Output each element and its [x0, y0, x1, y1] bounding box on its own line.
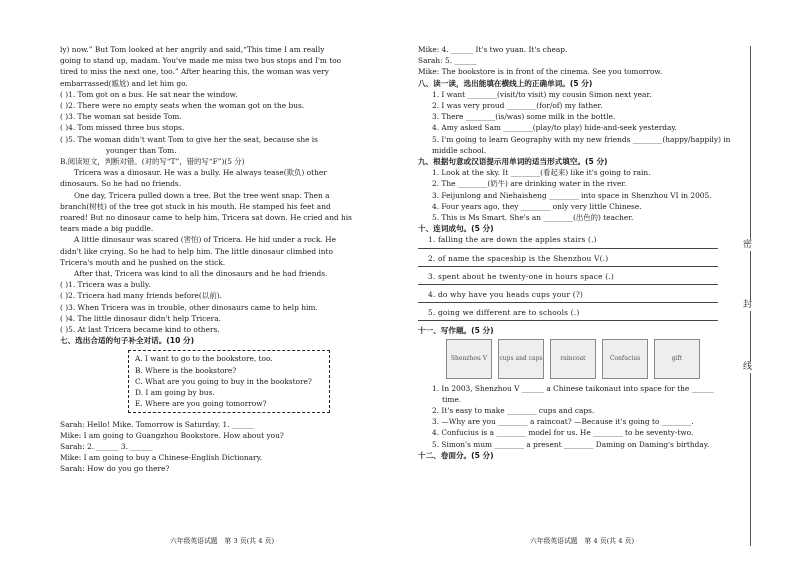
question: ( )2. There were no empty seats when the woman got on the bus.: [60, 101, 305, 111]
dialog-line: Sarah: Hello! Mike. Tomorrow is Saturday. 1. ______: [60, 419, 255, 429]
question: ( )2. Tricera had many friends before(以前).: [60, 291, 222, 301]
question: ( )3. When Tricera was in trouble, other dinosaurs came to help him.: [60, 302, 318, 312]
right-footer: 六年级英语试题 第 4 页(共 4 页): [530, 537, 635, 545]
question: 5. I'm going to learn Geography with my new friends ________(happy/happily) in: [432, 134, 731, 144]
passage-line: After that, Tricera was kind to all the dinosaurs and he had friends.: [74, 269, 328, 279]
seal-char: 线: [743, 362, 753, 372]
dialog-line: Mike: The bookstore is in front of the cinema. See you tomorrow.: [418, 67, 663, 77]
question: ( )4. Tom missed three bus stops.: [60, 123, 185, 133]
section-8-title: 八、读一读，选出能填在横线上的正确单词。(5 分): [418, 78, 593, 88]
question: 1. I want ________(visit/to visit) my cousin Simon next year.: [432, 89, 652, 99]
question: 4. Confucius is a ________ model for us. He ________ to be seventy-two.: [432, 428, 694, 438]
seal-line: [750, 46, 752, 546]
dialog-line: Sarah: 2. ______ 3. ______: [60, 441, 153, 451]
question: ( )5. The woman didn't want Tom to give her the seat, because she is: [60, 134, 318, 144]
passage-line: Tricera's mouth and he pushed on the stick.: [60, 257, 226, 267]
word-order-question: 1. falling the are down the apples stairs (.): [428, 235, 597, 245]
answer-line[interactable]: [418, 266, 718, 267]
option: B. Where is the bookstore?: [135, 365, 237, 375]
word-order-question: 2. of name the spaceship is the Shenzhou V(.): [428, 253, 609, 263]
answer-line[interactable]: [418, 320, 718, 321]
option: C. What are you going to buy in the bookstore?: [135, 376, 312, 386]
section-b-title: B.阅读短文，判断对错。(对的写“T”，错的写“F”)(5 分): [60, 157, 245, 167]
right-page: [418, 44, 738, 461]
question: 2. It's easy to make ________ cups and caps.: [432, 406, 595, 416]
word-order-question: 3. spent about he twenty-one in hours space (.): [428, 271, 614, 281]
text-line: embarrassed(尴尬) and let him go.: [60, 78, 188, 88]
question: 1. Look at the sky. It ________(看起来) like it's going to rain.: [432, 168, 651, 178]
seal-char: 封: [743, 300, 753, 310]
option: E. Where are you going tomorrow?: [135, 399, 267, 409]
answer-line[interactable]: [418, 302, 718, 303]
passage-line: A little dinosaur was scared (害怕) of Tricera. He hid under a rock. He: [74, 235, 336, 245]
section-7-title: 七、选出合适的句子补全对话。(10 分): [60, 336, 195, 346]
picture-shenzhou: Shenzhou V: [446, 339, 492, 379]
picture-cups: cups and caps: [498, 339, 544, 379]
question: ( )4. The little dinosaur didn't help Tricera.: [60, 313, 221, 323]
option: A. I want to go to the bookstore, too.: [135, 354, 273, 364]
seal-char: 密: [743, 240, 753, 250]
passage-line: didn't like crying. So he had to help him. The little dinosaur climbed into: [60, 246, 333, 256]
picture-confucius: Confucius: [602, 339, 648, 379]
question: 5. Simon's mum ________ a present ________ Daming on Daming's birthday.: [432, 439, 710, 449]
question: 1. In 2003, Shenzhou V ______ a Chinese taikonaut into space for the ______: [432, 383, 714, 393]
picture-raincoat: raincoat: [550, 339, 596, 379]
option: D. I am going by bus.: [135, 388, 215, 398]
picture-gift: gift: [654, 339, 700, 379]
question: 2. The ________(奶牛) are drinking water in the river.: [432, 179, 627, 189]
passage-line: One day, Tricera pulled down a tree. But the tree went snap. Then a: [74, 190, 330, 200]
question: ( )1. Tricera was a bully.: [60, 280, 151, 290]
dialog-line: Sarah: 5. ______: [418, 56, 477, 66]
question: 4. Four years ago, they ________ only very little Chinese.: [432, 201, 642, 211]
question: 2. I was very proud ________(for/of) my father.: [432, 101, 603, 111]
question-cont: younger than Tom.: [106, 145, 177, 155]
picture-strip: [446, 339, 738, 379]
passage-line: branch(树枝) of the tree got stuck in his mouth. He stamped his feet and: [60, 201, 331, 211]
answer-line[interactable]: [418, 248, 718, 249]
dialog-line: Mike: I am going to Guangzhou Bookstore. How about you?: [60, 430, 284, 440]
section-10-title: 十、连词成句。(5 分): [418, 224, 494, 234]
question: 3. —Why are you ________ a raincoat? —Because it's going to ________.: [432, 417, 694, 427]
word-order-question: 5. going we different are to schools (.): [428, 308, 580, 318]
question-cont: time.: [442, 394, 462, 404]
word-order-question: 4. do why have you heads cups your (?): [428, 290, 584, 300]
question: 5. This is Ms Smart. She's an ________(出色的) teacher.: [432, 213, 634, 223]
section-9-title: 九、根据句意或汉语提示用单词的适当形式填空。(5 分): [418, 157, 608, 167]
question: 3. Feijunlong and Niehaisheng ________ into space in Shenzhou VI in 2005.: [432, 190, 712, 200]
passage-line: dinosaurs. So he had no friends.: [60, 179, 182, 189]
dialog-line: Mike: I am going to buy a Chinese-English Dictionary.: [60, 453, 263, 463]
section-12-title: 十二、卷面分。(5 分): [418, 450, 494, 460]
question-cont: middle school.: [432, 145, 487, 155]
dialog-line: Sarah: How do you go there?: [60, 464, 170, 474]
question: ( )3. The woman sat beside Tom.: [60, 112, 182, 122]
question: ( )1. Tom got on a bus. He sat near the window.: [60, 89, 238, 99]
text-line: ly) now.” But Tom looked at her angrily and said,“This time I am really: [60, 45, 325, 54]
passage-line: Tricera was a dinosaur. He was a bully. He always tease(欺负) other: [74, 168, 327, 178]
text-line: going to stand up, madam. You've made me miss two bus stops and I'm too: [60, 56, 342, 66]
question: ( )5. At last Tricera became kind to others.: [60, 325, 220, 335]
passage-line: tears made a big puddle.: [60, 224, 154, 234]
section-11-title: 十一、写作题。(5 分): [418, 326, 494, 336]
options-box: [128, 350, 330, 412]
left-page: [60, 44, 378, 475]
passage-line: roared! But no dinosaur came to help him. Tricera sat down. He cried and his: [60, 213, 352, 223]
question: 4. Amy asked Sam ________(play/to play) hide-and-seek yesterday.: [432, 123, 677, 133]
answer-line[interactable]: [418, 284, 718, 285]
left-footer: 六年级英语试题 第 3 页(共 4 页): [170, 537, 275, 545]
text-line: tired to miss the next one, too.” After hearing this, the woman was very: [60, 67, 329, 77]
question: 3. There ________(is/was) some milk in the bottle.: [432, 112, 616, 122]
dialog-line: Mike: 4. ______ It's two yuan. It's cheap.: [418, 45, 568, 54]
